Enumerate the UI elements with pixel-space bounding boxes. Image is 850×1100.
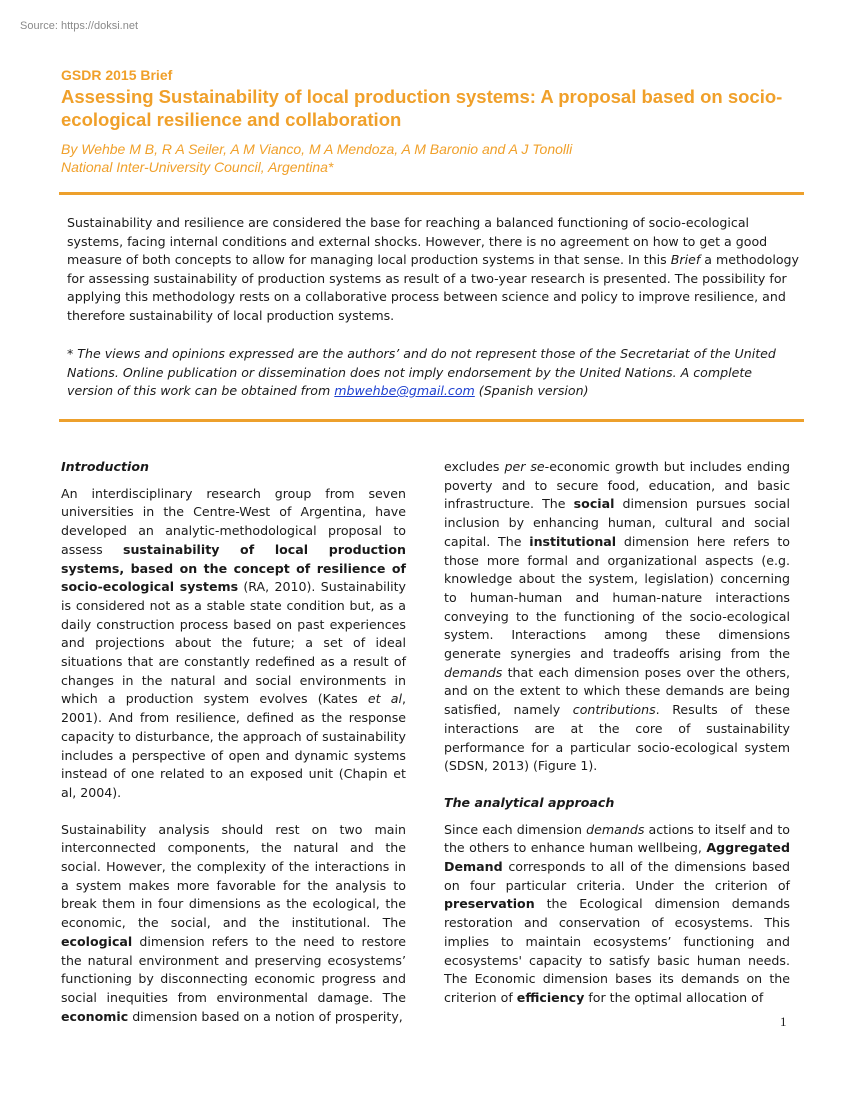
abstract-brief-word: Brief [670, 252, 701, 268]
text-span: , 2001). And from resilience, defined as the response capacity to disturbance, the approach of sustainability includes a perspective of open and dynamic systems instead of one related to an exposed unit (Chapin et al, 2004). [61, 691, 406, 800]
text-span: corresponds to all of the dimensions based on four particular criteria. Under the criterion of [444, 859, 790, 893]
bold-term: sustainability of local production systems, based on the concept of resilience of socio-ecological systems [61, 541, 406, 595]
top-divider [59, 192, 804, 195]
italic-term: et al [367, 691, 402, 707]
text-span: actions to itself and to the others to enhance human wellbeing, [444, 821, 790, 856]
disclaimer [67, 345, 802, 401]
disclaimer-text: * The views and opinions expressed are the authors’ and do not represent those of the Secretariat of the United Nations. Online publication or dissemination does not imply endorsement by the United Nations. A complete version of this work can be obtained from [67, 346, 776, 399]
bold-term: economic [61, 1008, 129, 1024]
text-span: (RA, 2010). Sustainability is considered not as a stable state condition but, as a daily construction process based on past experiences and projections about the future; a set of ideal situations that are constantly redefined as a result of changes in the natural and social environments in which a production system evolves (Kates [61, 579, 406, 707]
abstract [67, 214, 802, 326]
paper-title: Assessing Sustainability of local production systems: A proposal based on socio-ecological resilience and collaboration [61, 86, 783, 130]
bold-term: preservation [444, 896, 535, 912]
bottom-divider [59, 419, 804, 422]
bold-term: ecological [61, 933, 133, 949]
brief-label: GSDR 2015 Brief [61, 67, 173, 83]
analytical-paragraph [444, 821, 790, 1008]
email-link[interactable]: mbwehbe@gmail.com [334, 383, 475, 399]
text-span: Since each dimension [444, 821, 587, 837]
disclaimer-tail: (Spanish version) [474, 383, 589, 399]
text-span: dimension refers to the need to restore the natural environment and preserving ecosystems’ functioning by disconnecting economic progress and social inequities from environmental damage. The [61, 933, 406, 1005]
italic-term: demands [586, 821, 645, 837]
italic-term: demands [444, 664, 503, 680]
italic-term: contributions [572, 702, 656, 718]
intro-paragraph-2 [61, 821, 406, 1027]
authors-line: By Wehbe M B, R A Seiler, A M Vianco, M A Mendoza, A M Baronio and A J Tonolli [61, 141, 573, 157]
text-span: excludes [444, 459, 505, 474]
text-span: that each dimension poses over the others, and on the extent to which these demands are being satisfied, namely [444, 664, 790, 718]
bold-term: Aggregated Demand [444, 840, 790, 875]
text-span: . Results of these interactions are at the core of sustainability performance for a particular socio-ecological system (SDSN, 2013) (Figure 1). [444, 702, 790, 774]
dimensions-paragraph [444, 458, 790, 776]
italic-term: per se [504, 459, 545, 474]
bold-term: efficiency [516, 989, 585, 1005]
text-span: dimension based on a notion of prosperity, [128, 1008, 403, 1024]
intro-paragraph-1 [61, 485, 406, 803]
text-span: for the optimal allocation of [584, 989, 764, 1005]
left-column [61, 458, 406, 1026]
text-span: -economic growth but includes ending poverty and to secure food, education, and basic infrastructure. The [444, 459, 791, 512]
section-heading-analytical-approach: The analytical approach [444, 794, 615, 810]
text-span: the Ecological dimension demands restoration and conservation of ecosystems. This implies to maintain ecosystems’ functioning and ecosystems' capacity to satisfy basic human needs. The Economic dimension bases its demands on the criterion of [444, 896, 790, 1005]
abstract-text-tail: a methodology for assessing sustainability of production systems as result of a two-year research is presented. The possibility for applying this methodology rests on a collaborative process between science and policy to improve resilience, and therefore sustainability of local production systems. [67, 252, 799, 323]
text-span: An interdisciplinary research group from seven universities in the Centre-West of Argentina, have developed an analytic-methodological proposal to assess [61, 485, 406, 557]
text-span: Sustainability analysis should rest on two main interconnected components, the natural and the social. However, the complexity of the interactions in a system makes more favorable for the analysis to break them in four dimensions as the ecological, the economic, the social, and the institutional. The [61, 821, 406, 931]
bold-term: social [573, 496, 615, 512]
right-column [444, 458, 790, 1008]
source-note: Source: https://doksi.net [20, 20, 139, 32]
text-span: dimension pursues social inclusion by enhancing human, cultural and social capital. The [444, 496, 790, 549]
author-block [61, 140, 801, 176]
page-number: 1 [780, 1014, 787, 1029]
affiliation-line: National Inter-University Council, Argentina* [61, 159, 334, 175]
section-heading-introduction: Introduction [61, 459, 149, 474]
text-span: dimension here refers to those more formal and organizational aspects (e.g. knowledge about the system, legislation) concerning to human-human and human-nature interactions conveying to the functioning of the socio-ecological system. Interactions among these dimensions generate synergies and tradeoffs arising from the [444, 533, 790, 662]
abstract-text: Sustainability and resilience are considered the base for reaching a balanced functioning of socio-ecological systems, facing internal conditions and external shocks. However, there is no agreement on how to get a good measure of both concepts to allow for managing local production systems in that sense. In this [67, 215, 768, 268]
bold-term: institutional [529, 533, 617, 549]
